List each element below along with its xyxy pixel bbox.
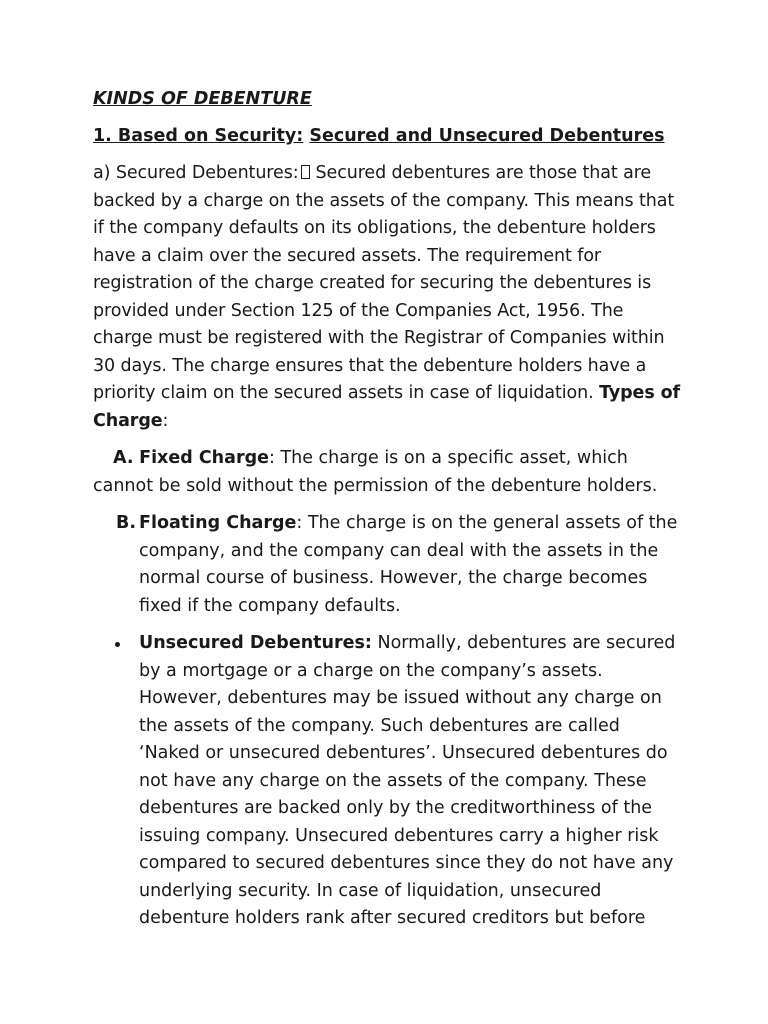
floating-charge-term: Floating Charge — [139, 513, 297, 533]
secured-debentures-paragraph — [93, 160, 681, 435]
types-of-charge-label: Types of Charge — [93, 383, 681, 431]
fixed-charge-marker: A. — [113, 448, 134, 468]
floating-charge-item — [93, 510, 681, 620]
types-of-charge-suffix: : — [162, 410, 169, 431]
document-page — [93, 86, 681, 933]
missing-glyph-icon — [301, 165, 310, 179]
section-heading — [93, 123, 681, 149]
document-title: KINDS OF DEBENTURE — [93, 89, 312, 109]
unsecured-debentures-item — [93, 630, 681, 933]
section-heading-rest: Secured and Unsecured Debentures — [309, 126, 665, 146]
secured-label: a) Secured Debentures: — [93, 163, 299, 183]
section-heading-prefix: 1. Based on Security: — [93, 126, 304, 146]
secured-body: Secured debentures are those that are backed by a charge on the assets of the company. This means that if the company defaults on its obligations, the debenture holders have a claim over the secured assets. The requirement for registration of the charge created for securing the debentures is provided under Section 125 of the Companies Act, 1956. The charge must be registered with the Registrar of Companies within 30 days. The charge ensures that the debenture holders have a priority claim on the secured assets in case of liquidation. — [93, 163, 675, 403]
floating-charge-text: : The charge is on the general assets of the company, and the company can deal with the assets in the normal course of business. However, the charge becomes fixed if the company defaults. — [139, 513, 678, 616]
floating-charge-marker: B. — [116, 513, 136, 533]
unsecured-term: Unsecured Debentures: — [139, 633, 372, 653]
bullet-icon — [115, 642, 120, 647]
fixed-charge-term: Fixed Charge — [139, 448, 269, 468]
unsecured-text: Normally, debentures are secured by a mortgage or a charge on the company’s assets. However, debentures may be issued without any charge on the assets of the company. Such debentures are called ‘Naked or unsecured debentures’. Unsecured debentures do not have any charge on the assets of the company. These debentures are backed only by the creditworthiness of the issuing company. Unsecured debentures carry a higher risk compared to secured debentures since they do not have any underlying security. In case of liquidation, unsecured debenture holders rank after secured creditors but before — [139, 633, 676, 928]
fixed-charge-item — [93, 445, 681, 500]
fixed-charge-text: : The charge is on a specific asset, which cannot be sold without the permission of the debenture holders. — [93, 448, 658, 496]
